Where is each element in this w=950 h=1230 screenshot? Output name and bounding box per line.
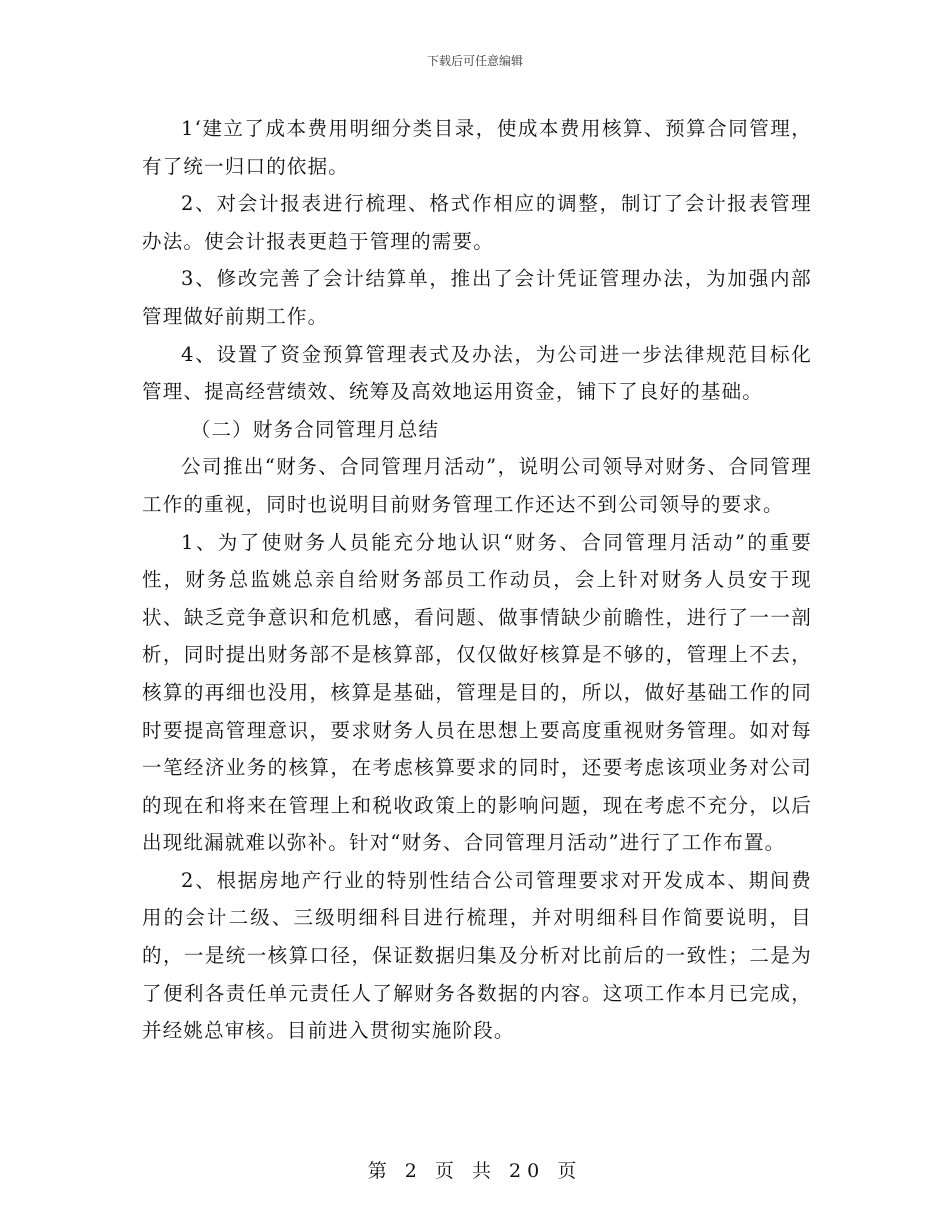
paragraph-item-4: 4、设置了资金预算管理表式及办法，为公司进一步法律规范目标化管理、提高经营绩效、统筹及高效地运用资金，铺下了良好的基础。 — [142, 342, 812, 404]
page-number-footer: 第 2 页 共 20 页 — [367, 1160, 583, 1182]
page-header: 下载后可任意编辑 — [426, 54, 523, 68]
paragraph-intro: 公司推出“财务、合同管理月活动”，说明公司领导对财务、合同管理工作的重视，同时也说明目前财务管理工作还达不到公司领导的要求。 — [142, 455, 812, 516]
paragraph-item-3: 3、修改完善了会计结算单，推出了会计凭证管理办法，为加强内部管理做好前期工作。 — [142, 267, 812, 328]
section-heading: （二）财务合同管理月总结 — [190, 417, 440, 441]
document-body — [142, 110, 812, 1050]
paragraph-point-1: 1、为了使财务人员能充分地认识“财务、合同管理月活动”的重要性，财务总监姚总亲自给财务部员工作动员，会上针对财务人员安于现状、缺乏竞争意识和危机感，看问题、做事情缺少前瞻性，进行了一一剖析，同时提出财务部不是核算部，仅仅做好核算是不够的，管理上不去，核算的再细也没用，核算是基础，管理是目的，所以，做好基础工作的同时要提高管理意识，要求财务人员在思想上要高度重视财务管理。如对每一笔经济业务的核算，在考虑核算要求的同时，还要考虑该项业务对公司的现在和将来在管理上和税收政策上的影响问题，现在考虑不充分，以后出现纰漏就难以弥补。针对“财务、合同管理月活动”进行了工作布置。 — [142, 530, 812, 855]
paragraph-item-1: 1‘建立了成本费用明细分类目录，使成本费用核算、预算合同管理，有了统一归口的依据。 — [142, 117, 812, 178]
paragraph-item-2: 2、对会计报表进行梳理、格式作相应的调整，制订了会计报表管理办法。使会计报表更趋于管理的需要。 — [142, 192, 812, 253]
paragraph-point-2: 2、根据房地产行业的特别性结合公司管理要求对开发成本、期间费用的会计二级、三级明细科目进行梳理，并对明细科目作简要说明，目的，一是统一核算口径，保证数据归集及分析对比前后的一致性；二是为了便利各责任单元责任人了解财务各数据的内容。这项工作本月已完成，并经姚总审核。目前进入贯彻实施阶段。 — [142, 868, 812, 1043]
